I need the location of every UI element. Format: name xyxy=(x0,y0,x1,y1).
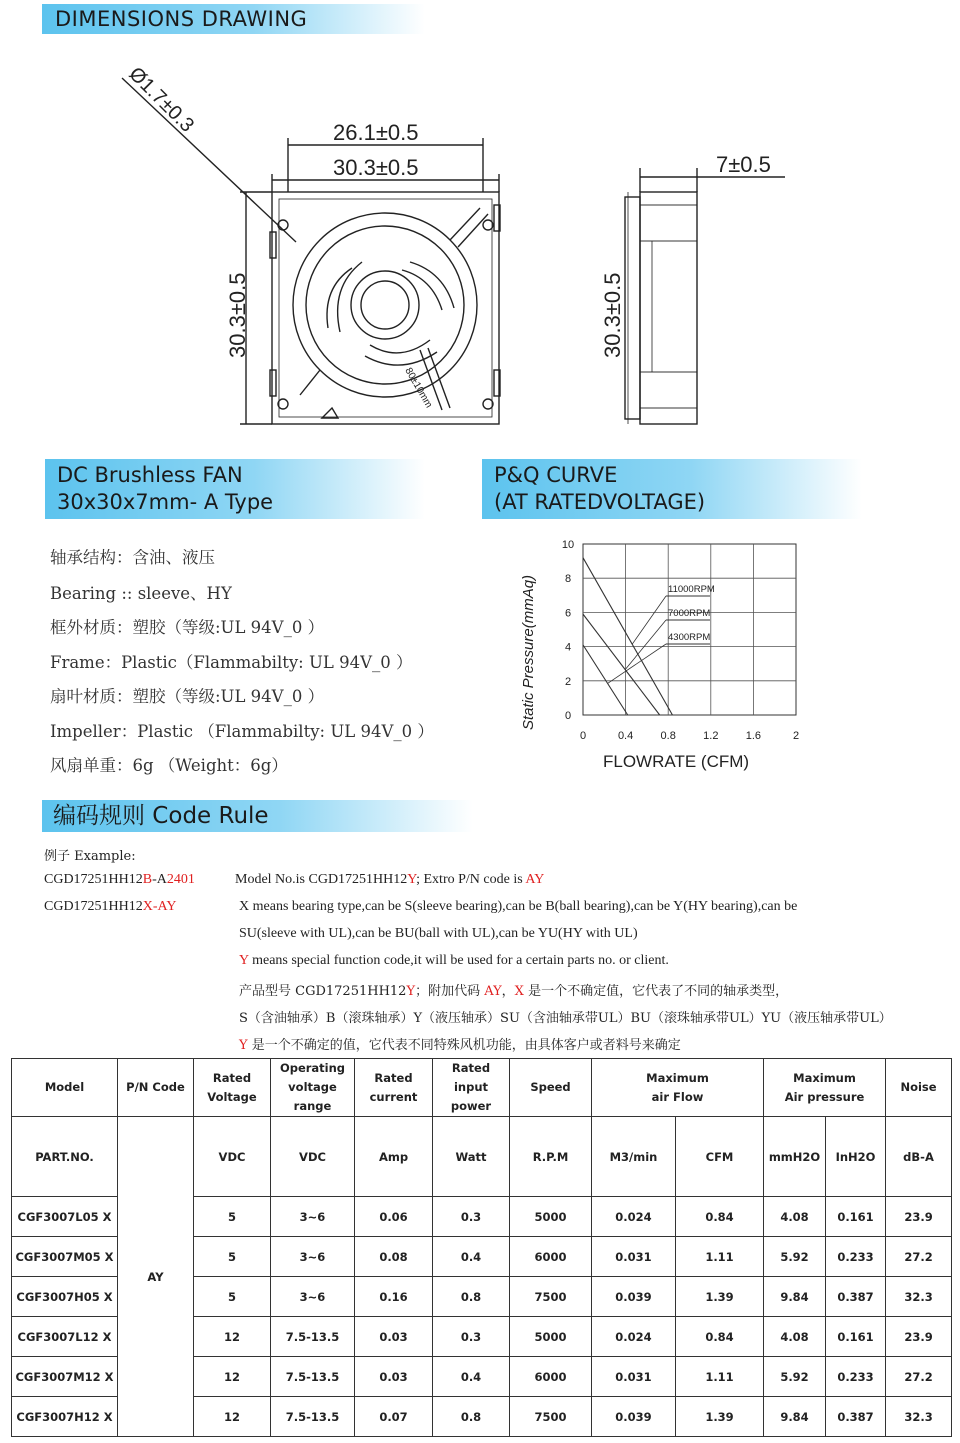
cell-part: CGF3007M12 X xyxy=(12,1357,118,1397)
pq-x-tick: 1.6 xyxy=(745,730,762,742)
header-speed: Speed xyxy=(510,1059,592,1117)
cell-range: 7.5-13.5 xyxy=(271,1357,355,1397)
unit-dba: dB-A xyxy=(886,1117,952,1197)
spec-weight: 风扇单重：6g （Weight：6g） xyxy=(50,756,288,775)
cn-line-3 xyxy=(239,1034,681,1053)
pq-x-tick: 0.4 xyxy=(617,730,634,742)
cell-mmh2o: 5.92 xyxy=(764,1237,826,1277)
pq-series-line xyxy=(583,558,672,715)
dim-front-height: 30.3±0.5 xyxy=(225,272,250,358)
example-2 xyxy=(44,899,177,915)
unit-part-no: PART.NO. xyxy=(12,1117,118,1197)
cell-mmh2o: 4.08 xyxy=(764,1197,826,1237)
cn-line-1-b: Y xyxy=(406,984,416,999)
cn-line-1 xyxy=(239,980,788,999)
cell-amp: 0.06 xyxy=(355,1197,433,1237)
cn-line-1-e: ， xyxy=(501,984,515,999)
dimensions-drawing xyxy=(0,40,960,450)
spec-frame-en: Frame：Plastic（Flammabilty: UL 94V_0 ） xyxy=(50,653,413,672)
cell-range: 3~6 xyxy=(271,1277,355,1317)
cell-dba: 23.9 xyxy=(886,1317,952,1357)
cell-m3: 0.039 xyxy=(592,1397,676,1437)
pq-legend-leader xyxy=(625,620,666,670)
pq-x-tick: 0 xyxy=(579,730,587,742)
cell-vdc: 12 xyxy=(194,1397,271,1437)
example-2-prefix: CGD17251HH12 xyxy=(44,899,143,914)
cell-cfm: 0.84 xyxy=(676,1317,764,1357)
pq-banner xyxy=(482,459,862,519)
cell-watt: 0.4 xyxy=(433,1357,510,1397)
header-max-air-flow-2: air Flow xyxy=(651,1089,704,1104)
cell-part: CGF3007L12 X xyxy=(12,1317,118,1357)
header-max-air-flow-1: Maximum xyxy=(646,1070,709,1085)
cell-cfm: 0.84 xyxy=(676,1197,764,1237)
header-model: Model xyxy=(12,1059,118,1117)
cn-line-3-b: 是一个不确定的值，它代表不同特殊风机功能，由具体客户或者料号来确定 xyxy=(247,1038,681,1053)
pq-y-tick: 0 xyxy=(564,710,572,722)
pq-series-line xyxy=(583,614,660,715)
cell-vdc: 5 xyxy=(194,1277,271,1317)
example-1-red: B xyxy=(142,872,153,887)
example-label: 例子 Example: xyxy=(44,849,136,864)
cn-line-3-a: Y xyxy=(239,1038,248,1053)
pq-chart xyxy=(500,530,830,780)
pq-legend-label: 4300RPM xyxy=(668,632,711,643)
pq-x-label: FLOWRATE (CFM) xyxy=(603,752,750,771)
fan-title: DC Brushless FAN xyxy=(57,463,243,487)
cell-range: 3~6 xyxy=(271,1237,355,1277)
pq-legend-label: 7000RPM xyxy=(668,608,711,619)
cn-line-1-c: ；附加代码 xyxy=(415,984,485,999)
header-rated-power-1: Rated xyxy=(451,1061,491,1075)
header-rated-voltage xyxy=(194,1059,271,1117)
dimensions-title: DIMENSIONS DRAWING xyxy=(55,7,308,31)
cn-line-1-d: AY xyxy=(484,984,502,999)
spec-bearing-en: Bearing :: sleeve、HY xyxy=(50,584,232,603)
cell-dba: 32.3 xyxy=(886,1277,952,1317)
dim-outer-width: 30.3±0.5 xyxy=(333,155,419,180)
cell-m3: 0.039 xyxy=(592,1277,676,1317)
cell-inh2o: 0.233 xyxy=(826,1237,886,1277)
cell-range: 7.5-13.5 xyxy=(271,1397,355,1437)
cell-cfm: 1.39 xyxy=(676,1277,764,1317)
pn-code-cell: AY xyxy=(118,1117,194,1437)
y-line: means special function code,it will be used for a certain parts no. or client. xyxy=(248,953,669,968)
cell-watt: 0.8 xyxy=(433,1277,510,1317)
cell-m3: 0.024 xyxy=(592,1317,676,1357)
unit-amp: Amp xyxy=(355,1117,433,1197)
header-rated-current-1: Rated xyxy=(374,1070,413,1085)
dim-hole: Ø1.7±0.3 xyxy=(124,62,199,137)
pq-legend-leader xyxy=(608,644,666,683)
code-rule-title: 编码规则 Code Rule xyxy=(53,803,269,829)
pq-y-tick: 2 xyxy=(564,675,572,688)
x-letter: X xyxy=(239,899,250,914)
pq-legend-label: 11000RPM xyxy=(668,584,715,595)
cell-vdc: 5 xyxy=(194,1237,271,1277)
example-1 xyxy=(44,872,195,888)
example-1-red2: 2401 xyxy=(166,872,195,887)
cell-dba: 23.9 xyxy=(886,1197,952,1237)
code-rule-banner xyxy=(42,800,473,832)
cell-mmh2o: 9.84 xyxy=(764,1397,826,1437)
model-red: Y xyxy=(407,872,417,887)
header-rated-power-2: input power xyxy=(450,1080,492,1113)
cell-dba: 32.3 xyxy=(886,1397,952,1437)
header-operating-voltage xyxy=(271,1059,355,1117)
header-operating-voltage-2: voltage range xyxy=(288,1080,337,1113)
fan-banner xyxy=(45,459,425,519)
dimensions-banner xyxy=(42,4,425,34)
cell-m3: 0.031 xyxy=(592,1237,676,1277)
cell-cfm: 1.39 xyxy=(676,1397,764,1437)
header-max-air-flow xyxy=(592,1059,764,1117)
pq-y-tick: 6 xyxy=(564,607,572,620)
pq-y-tick: 10 xyxy=(561,539,575,551)
model-red2: AY xyxy=(525,872,545,887)
cell-inh2o: 0.161 xyxy=(826,1317,886,1357)
cell-dba: 27.2 xyxy=(886,1237,952,1277)
spec-bearing-cn: 轴承结构：含油、液压 xyxy=(50,548,215,567)
pq-y-tick: 8 xyxy=(564,573,572,586)
cell-part: CGF3007M05 X xyxy=(12,1237,118,1277)
cell-watt: 0.4 xyxy=(433,1237,510,1277)
header-rated-voltage-1: Rated xyxy=(212,1070,252,1085)
cell-amp: 0.16 xyxy=(355,1277,433,1317)
cell-rpm: 7500 xyxy=(510,1277,592,1317)
header-rated-voltage-2: Voltage xyxy=(207,1089,257,1104)
header-max-air-pressure-1: Maximum xyxy=(793,1070,856,1085)
pq-x-tick: 0.8 xyxy=(660,730,676,742)
spec-impeller-en: Impeller：Plastic （Flammabilty: UL 94V_0 ） xyxy=(50,722,434,741)
cell-watt: 0.3 xyxy=(433,1317,510,1357)
cell-vdc: 12 xyxy=(194,1357,271,1397)
cell-part: CGF3007L05 X xyxy=(12,1197,118,1237)
pq-y-label: Static Pressure(mmAq) xyxy=(520,574,537,730)
cell-inh2o: 0.387 xyxy=(826,1397,886,1437)
pq-x-tick: 2 xyxy=(792,730,800,742)
pq-y-tick: 4 xyxy=(564,641,572,654)
pq-legend-leader xyxy=(632,596,666,644)
model-mid: ; Extro P/N code is xyxy=(416,872,526,887)
cell-inh2o: 0.161 xyxy=(826,1197,886,1237)
dim-wire: 80±10mm xyxy=(402,366,435,410)
cell-rpm: 5000 xyxy=(510,1197,592,1237)
cn-line-1-g: 是一个不确定值，它代表了不同的轴承类型， xyxy=(523,984,789,999)
pq-title: P&Q CURVE xyxy=(494,463,618,487)
cell-rpm: 6000 xyxy=(510,1237,592,1277)
unit-m3min: M3/min xyxy=(592,1117,676,1197)
cn-line-1-f: X xyxy=(514,984,524,999)
cell-watt: 0.3 xyxy=(433,1197,510,1237)
unit-mmh2o: mmH2O xyxy=(764,1117,826,1197)
cell-rpm: 6000 xyxy=(510,1357,592,1397)
pq-series-line xyxy=(583,645,628,715)
cell-mmh2o: 5.92 xyxy=(764,1357,826,1397)
y-letter: Y xyxy=(239,953,249,968)
cell-cfm: 1.11 xyxy=(676,1237,764,1277)
cell-inh2o: 0.387 xyxy=(826,1277,886,1317)
cell-mmh2o: 9.84 xyxy=(764,1277,826,1317)
unit-watt: Watt xyxy=(433,1117,510,1197)
cell-mmh2o: 4.08 xyxy=(764,1317,826,1357)
cell-dba: 27.2 xyxy=(886,1357,952,1397)
cell-watt: 0.8 xyxy=(433,1397,510,1437)
pq-x-tick: 1.2 xyxy=(703,730,719,742)
cell-m3: 0.031 xyxy=(592,1357,676,1397)
example-1-mid: -A xyxy=(152,872,167,887)
cell-part: CGF3007H12 X xyxy=(12,1397,118,1437)
fan-subtitle: 30x30x7mm- A Type xyxy=(57,490,274,514)
cell-part: CGF3007H05 X xyxy=(12,1277,118,1317)
model-line xyxy=(235,872,544,888)
cn-line-1-a: 产品型号 CGD17251HH12 xyxy=(239,984,407,999)
pq-subtitle: (AT RATEDVOLTAGE) xyxy=(494,490,706,514)
cell-rpm: 7500 xyxy=(510,1397,592,1437)
cell-amp: 0.08 xyxy=(355,1237,433,1277)
unit-rpm: R.P.M xyxy=(510,1117,592,1197)
cell-vdc: 12 xyxy=(194,1317,271,1357)
dim-side-height: 30.3±0.5 xyxy=(600,272,625,358)
header-rated-current xyxy=(355,1059,433,1117)
header-rated-power xyxy=(433,1059,510,1117)
cell-amp: 0.03 xyxy=(355,1317,433,1357)
header-pn-code: P/N Code xyxy=(118,1059,194,1117)
unit-inh2o: InH2O xyxy=(826,1117,886,1197)
x-line-1: means bearing type,can be S(sleeve bearing),can be B(ball bearing),can be Y(HY bearing),can be xyxy=(249,899,798,914)
cell-amp: 0.03 xyxy=(355,1357,433,1397)
spec-table xyxy=(11,1058,952,1437)
header-operating-voltage-1: Operating xyxy=(279,1061,346,1075)
unit-vdc: VDC xyxy=(194,1117,271,1197)
cn-line-2: S（含油轴承）B（滚珠轴承）Y（液压轴承）SU（含油轴承带UL）BU（滚珠轴承带UL）YU（液压轴承带UL） xyxy=(239,1011,892,1026)
model-prefix: Model No.is CGD17251HH12 xyxy=(235,872,408,887)
example-1-prefix: CGD17251HH12 xyxy=(44,872,143,887)
spec-frame-cn: 框外材质：塑胶（等级:UL 94V_0 ） xyxy=(50,618,325,637)
cell-range: 3~6 xyxy=(271,1197,355,1237)
cell-cfm: 1.11 xyxy=(676,1357,764,1397)
y-meaning-line xyxy=(239,953,669,969)
pq-plot-frame xyxy=(583,544,796,715)
cell-rpm: 5000 xyxy=(510,1317,592,1357)
spec-impeller-cn: 扇叶材质：塑胶（等级:UL 94V_0 ） xyxy=(50,687,325,706)
cell-m3: 0.024 xyxy=(592,1197,676,1237)
x-meaning-line-2: SU(sleeve with UL),can be BU(ball with UL),can be YU(HY with UL) xyxy=(239,926,638,941)
dim-inner-width: 26.1±0.5 xyxy=(333,120,419,145)
cell-range: 7.5-13.5 xyxy=(271,1317,355,1357)
header-max-air-pressure xyxy=(764,1059,886,1117)
cell-amp: 0.07 xyxy=(355,1397,433,1437)
header-noise: Noise xyxy=(886,1059,952,1117)
unit-vdc-range: VDC xyxy=(271,1117,355,1197)
unit-cfm: CFM xyxy=(676,1117,764,1197)
dim-thickness: 7±0.5 xyxy=(716,152,771,177)
cell-inh2o: 0.233 xyxy=(826,1357,886,1397)
header-rated-current-2: current xyxy=(369,1089,418,1104)
header-max-air-pressure-2: Air pressure xyxy=(784,1089,865,1104)
example-2-red: X-AY xyxy=(142,899,177,914)
cell-vdc: 5 xyxy=(194,1197,271,1237)
x-meaning-line-1 xyxy=(239,899,797,915)
